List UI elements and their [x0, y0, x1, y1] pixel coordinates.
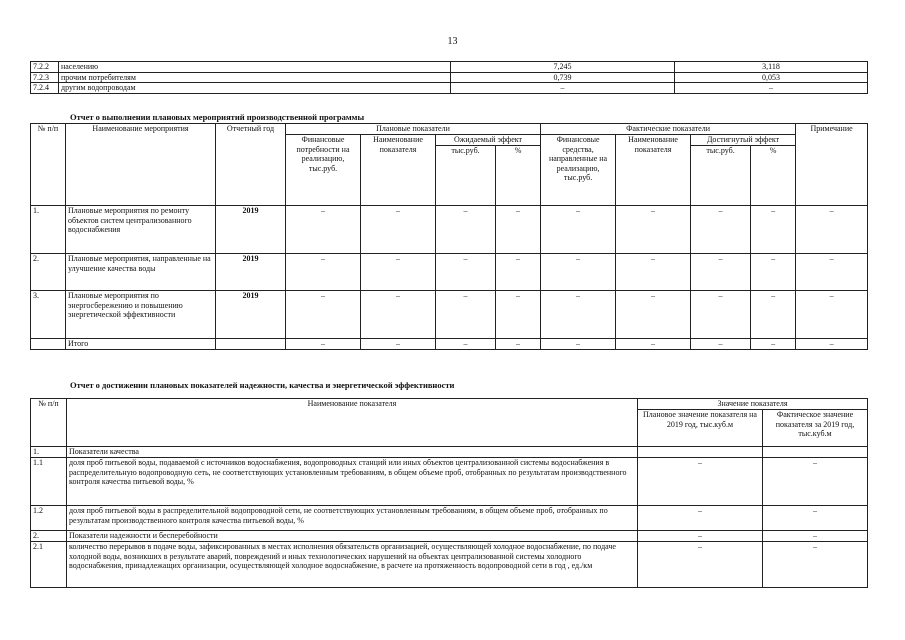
dash-cell: – — [361, 291, 436, 339]
row-number: 7.2.3 — [31, 72, 59, 83]
dash-cell: – — [691, 206, 751, 254]
dash-cell: – — [436, 254, 496, 291]
row-number: 7.2.4 — [31, 83, 59, 94]
r2-h-plan: Плановое значение показателя на 2019 год, тыс.куб.м — [638, 410, 763, 447]
row-name: доля проб питьевой воды в распределительной водопроводной сети, не соответствующих установленным требованиям, в общем объеме проб, отобранных по результатам производственного контроля качества питьевой воды, % — [67, 506, 638, 531]
table-row — [31, 458, 868, 506]
table-row — [31, 506, 868, 531]
table-row — [31, 542, 868, 588]
dash-cell: – — [616, 339, 691, 350]
row-fact: – — [763, 506, 868, 531]
total-number — [31, 339, 66, 350]
r1-h-fact-fin: Финансовые средства, направленные на реализацию, тыс.руб. — [541, 135, 616, 206]
r1-h-plan-rub: тыс.руб. — [436, 146, 496, 206]
report2-title: Отчет о достижении плановых показателей надежности, качества и энергетической эффективности — [70, 380, 455, 390]
dash-cell: – — [616, 291, 691, 339]
dash-cell: – — [751, 339, 796, 350]
row-fact: – — [763, 542, 868, 588]
row-year: 2019 — [216, 206, 286, 254]
row-value-2: – — [675, 83, 868, 94]
row-number: 1. — [31, 447, 67, 458]
row-name: прочим потребителям — [59, 72, 451, 83]
r2-h-name: Наименование показателя — [67, 399, 638, 447]
row-plan — [638, 447, 763, 458]
r1-h-fact-name: Наименование показателя — [616, 135, 691, 206]
r1-h-fact: Фактические показатели — [541, 124, 796, 135]
r1-h-plan-fin: Финансовые потребности на реализацию, тыс.руб. — [286, 135, 361, 206]
table-row — [31, 447, 868, 458]
row-fact: – — [763, 458, 868, 506]
dash-cell: – — [286, 254, 361, 291]
dash-cell: – — [751, 291, 796, 339]
top-table — [30, 61, 868, 94]
table-row — [31, 291, 868, 339]
table-row — [31, 531, 868, 542]
row-year: 2019 — [216, 254, 286, 291]
r1-h-note: Примечание — [796, 124, 868, 206]
dash-cell: – — [361, 206, 436, 254]
report1-title: Отчет о выполнении плановых мероприятий производственной программы — [70, 112, 365, 122]
dash-cell: – — [436, 291, 496, 339]
dash-cell: – — [286, 339, 361, 350]
row-number: 3. — [31, 291, 66, 339]
row-fact — [763, 447, 868, 458]
dash-cell: – — [496, 291, 541, 339]
dash-cell: – — [691, 339, 751, 350]
row-number: 1. — [31, 206, 66, 254]
dash-cell: – — [541, 254, 616, 291]
row-number: 1.1 — [31, 458, 67, 506]
dash-cell: – — [796, 254, 868, 291]
table-row — [31, 62, 868, 73]
total-year — [216, 339, 286, 350]
report2-table — [30, 398, 868, 588]
table-row — [31, 206, 868, 254]
total-row — [31, 339, 868, 350]
row-name: Показатели надежности и бесперебойности — [67, 531, 638, 542]
dash-cell: – — [361, 339, 436, 350]
row-name: Плановые мероприятия, направленные на улучшение качества воды — [66, 254, 216, 291]
row-number: 2.1 — [31, 542, 67, 588]
row-value-1: 0,739 — [451, 72, 675, 83]
row-name: другим водопроводам — [59, 83, 451, 94]
row-number: 1.2 — [31, 506, 67, 531]
row-number: 2. — [31, 254, 66, 291]
dash-cell: – — [496, 206, 541, 254]
dash-cell: – — [751, 254, 796, 291]
r1-h-plan: Плановые показатели — [286, 124, 541, 135]
total-label: Итого — [66, 339, 216, 350]
dash-cell: – — [361, 254, 436, 291]
dash-cell: – — [541, 339, 616, 350]
dash-cell: – — [436, 339, 496, 350]
row-name: количество перерывов в подаче воды, зафиксированных в местах исполнения обязательств организацией, осуществляющей холодное водоснабжение, по подаче холодной воды, возникших в результате аварий, повреждений и иных технологических нарушений на объектах централизованной системы холодного водоснабжения, принадлежащих организации, осуществляющей холодное водоснабжение, в расчете на протяженность водопроводной сети в год , ед./км — [67, 542, 638, 588]
row-value-2: 0,053 — [675, 72, 868, 83]
row-name: населению — [59, 62, 451, 73]
dash-cell: – — [496, 254, 541, 291]
row-name: доля проб питьевой воды, подаваемой с источников водоснабжения, водопроводных станций или иных объектов централизованной системы водоснабжения в распределительную водопроводную сеть, не соответствующих установленным требованиям, в общем объеме проб, отобранных по результатам производственного контроля качества питьевой воды, % — [67, 458, 638, 506]
dash-cell: – — [541, 206, 616, 254]
r1-h-fact-eff: Достигнутый эффект — [691, 135, 796, 146]
row-number: 7.2.2 — [31, 62, 59, 73]
table-row — [31, 72, 868, 83]
page-number: 13 — [447, 36, 458, 47]
row-number: 2. — [31, 531, 67, 542]
dash-cell: – — [616, 206, 691, 254]
row-fact: – — [763, 531, 868, 542]
row-value-1: 7,245 — [451, 62, 675, 73]
r1-h-name: Наименование мероприятия — [66, 124, 216, 206]
r2-h-num: № п/п — [31, 399, 67, 447]
r2-h-fact: Фактическое значение показателя за 2019 год, тыс.куб.м — [763, 410, 868, 447]
row-name: Плановые мероприятия по ремонту объектов систем централизованного водоснабжения — [66, 206, 216, 254]
dash-cell: – — [286, 206, 361, 254]
dash-cell: – — [796, 291, 868, 339]
dash-cell: – — [541, 291, 616, 339]
dash-cell: – — [796, 339, 868, 350]
r2-h-value: Значение показателя — [638, 399, 868, 410]
report1-table — [30, 123, 868, 350]
dash-cell: – — [751, 206, 796, 254]
r1-h-plan-eff: Ожидаемый эффект — [436, 135, 541, 146]
dash-cell: – — [286, 291, 361, 339]
row-plan: – — [638, 458, 763, 506]
r1-h-fact-pct: % — [751, 146, 796, 206]
row-year: 2019 — [216, 291, 286, 339]
r1-h-num: № п/п — [31, 124, 66, 206]
dash-cell: – — [691, 254, 751, 291]
dash-cell: – — [616, 254, 691, 291]
table-row — [31, 83, 868, 94]
row-name: Плановые мероприятия по энергосбережению и повышению энергетической эффективности — [66, 291, 216, 339]
r1-h-year: Отчетный год — [216, 124, 286, 206]
r1-h-fact-rub: тыс.руб. — [691, 146, 751, 206]
r1-h-plan-name: Наименование показателя — [361, 135, 436, 206]
row-value-2: 3,118 — [675, 62, 868, 73]
row-name: Показатели качества — [67, 447, 638, 458]
row-plan: – — [638, 531, 763, 542]
row-value-1: – — [451, 83, 675, 94]
dash-cell: – — [691, 291, 751, 339]
r1-h-plan-pct: % — [496, 146, 541, 206]
row-plan: – — [638, 542, 763, 588]
dash-cell: – — [496, 339, 541, 350]
dash-cell: – — [796, 206, 868, 254]
row-plan: – — [638, 506, 763, 531]
dash-cell: – — [436, 206, 496, 254]
table-row — [31, 254, 868, 291]
